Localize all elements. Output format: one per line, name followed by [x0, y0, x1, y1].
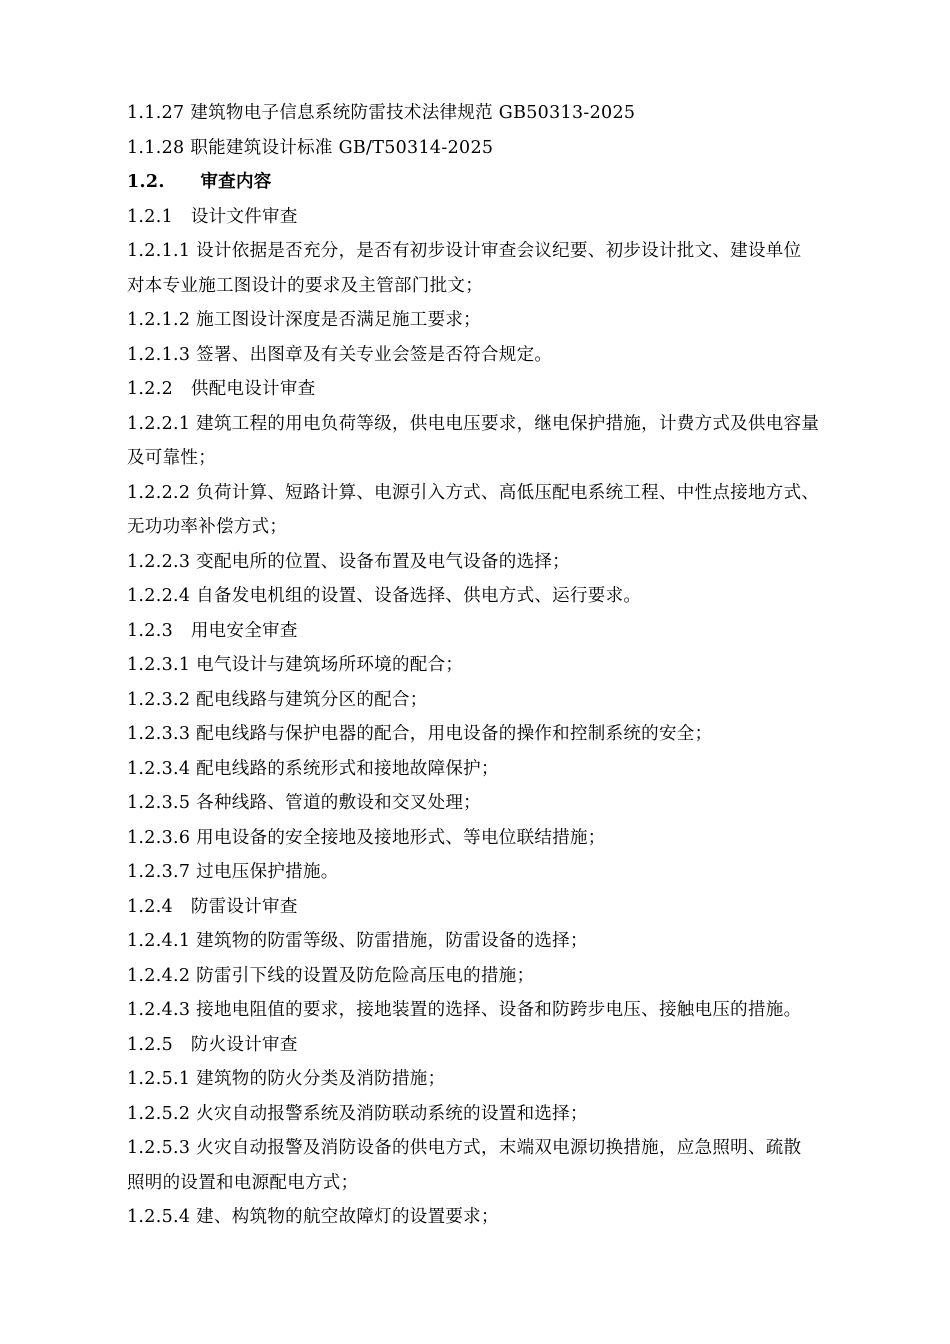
doc-line: 1.2.5.4 建、构筑物的航空故障灯的设置要求；	[127, 1207, 499, 1227]
doc-line: 1.2.5.2 火灾自动报警系统及消防联动系统的设置和选择；	[127, 1103, 588, 1124]
subsection-heading: 1.2.4 防雷设计审查	[127, 896, 298, 917]
doc-line: 1.2.3.5 各种线路、管道的敷设和交叉处理；	[127, 793, 481, 813]
doc-line: 对本专业施工图设计的要求及主管部门批文；	[127, 275, 483, 296]
doc-line: 1.1.27 建筑物电子信息系统防雷技术法律规范 GB50313-2025	[127, 103, 636, 123]
doc-line: 1.2.2.3 变配电所的位置、设备布置及电气设备的选择；	[127, 551, 570, 572]
subsection-heading: 1.2.5 防火设计审查	[127, 1034, 298, 1055]
doc-line: 1.2.5.1 建筑物的防火分类及消防措施；	[127, 1069, 446, 1089]
doc-line: 1.2.2.4 自备发电机组的设置、设备选择、供电方式、运行要求。	[127, 586, 642, 606]
doc-line: 1.2.3.7 过电压保护措施。	[127, 862, 339, 882]
doc-line: 1.2.1.1 设计依据是否充分，是否有初步设计审查会议纪要、初步设计批文、建设单位	[127, 241, 802, 261]
doc-line: 1.2.5.3 火灾自动报警及消防设备的供电方式，末端双电源切换措施，应急照明、疏散	[127, 1138, 802, 1158]
doc-line: 1.2.3.4 配电线路的系统形式和接地故障保护；	[127, 758, 499, 779]
doc-line: 1.2.3.3 配电线路与保护电器的配合，用电设备的操作和控制系统的安全；	[127, 724, 713, 744]
doc-line: 1.2.2.1 建筑工程的用电负荷等级，供电电压要求，继电保护措施，计费方式及供电容量	[127, 413, 820, 434]
doc-line: 1.2.3.2 配电线路与建筑分区的配合；	[127, 689, 428, 710]
doc-line: 1.2.3.6 用电设备的安全接地及接地形式、等电位联结措施；	[127, 827, 606, 848]
doc-line: 1.2.4.3 接地电阻值的要求，接地装置的选择、设备和防跨步电压、接触电压的措施。	[127, 1000, 802, 1020]
document-page	[127, 96, 867, 1235]
subsection-heading: 1.2.2 供配电设计审查	[127, 379, 316, 399]
section-heading: 1.2. 审查内容	[127, 172, 272, 192]
doc-line: 1.2.4.2 防雷引下线的设置及防危险高压电的措施；	[127, 965, 535, 986]
doc-line: 及可靠性；	[127, 448, 216, 468]
doc-line: 照明的设置和电源配电方式；	[127, 1172, 359, 1193]
doc-line: 1.1.28 职能建筑设计标准 GB/T50314-2025	[127, 137, 494, 158]
doc-line: 1.2.1.3 签署、出图章及有关专业会签是否符合规定。	[127, 344, 553, 365]
subsection-heading: 1.2.3 用电安全审查	[127, 620, 298, 641]
doc-line: 1.2.1.2 施工图设计深度是否满足施工要求；	[127, 310, 481, 330]
doc-line: 1.2.3.1 电气设计与建筑场所环境的配合；	[127, 655, 464, 675]
doc-line: 1.2.2.2 负荷计算、短路计算、电源引入方式、高低压配电系统工程、中性点接地方式、	[127, 482, 820, 503]
doc-line: 1.2.4.1 建筑物的防雷等级、防雷措施，防雷设备的选择；	[127, 931, 588, 951]
doc-line: 无功功率补偿方式；	[127, 517, 288, 537]
subsection-heading: 1.2.1 设计文件审查	[127, 206, 298, 227]
